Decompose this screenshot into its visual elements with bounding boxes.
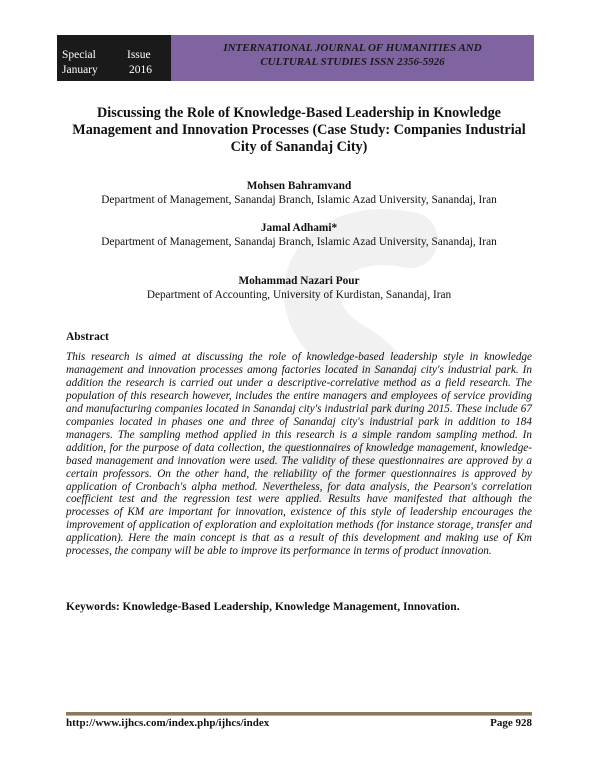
issue-label: Issue xyxy=(127,49,151,61)
journal-header xyxy=(57,35,534,81)
author-name: Mohammad Nazari Pour xyxy=(238,275,360,287)
author-block xyxy=(66,274,532,302)
author-affiliation: Department of Management, Sanandaj Branch, Islamic Azad University, Sanandaj, Iran xyxy=(101,194,497,206)
keywords: Keywords: Knowledge-Based Leadership, Knowledge Management, Innovation. xyxy=(66,601,460,613)
journal-title-line2: CULTURAL STUDIES ISSN 2356-5926 xyxy=(260,56,445,68)
author-name: Mohsen Bahramvand xyxy=(246,180,352,192)
title-line: Management and Innovation Processes (Case Study: Companies Industrial xyxy=(72,122,526,138)
abstract-body: This research is aimed at discussing the role of knowledge-based leadership style in knowledge management and innovation processes among factories located in Sanandaj city's industrial park. In addition the research is carried out under a descriptive-correlative method as a field research. The population of this research however, includes the entire managers and employees of service providing and manufacturing companies located in Sanandaj city's industrial park during 2015. These include 67 companies located in phases one and three of Sanandaj city's industrial park in addition to 184 managers. The sampling method applied in this research is a simple random sampling method. In addition, for the purpose of data collection, the questionnaires of knowledge management, knowledge-based management and innovation were used. The validity of these questionnaires are approved by a certain professors. On the other hand, the reliability of the former questionnaires is approved by application of Cronbach's alpha method. Nevertheless, for data analysis, the Pearson's correlation coefficient test and the regression test were applied. Results have manifested that although the processes of KM are important for innovation, existence of this style of leadership encourages the improvement of application of exploration and exploitation methods (for instance storage, transfer and application). Here the main concept is that as a result of this development and making use of Km processes, the company will be able to improve its performance in terms of product innovation. xyxy=(66,351,532,558)
author-block xyxy=(66,221,532,249)
author-affiliation: Department of Management, Sanandaj Branch, Islamic Azad University, Sanandaj, Iran xyxy=(101,236,497,248)
footer-divider xyxy=(66,712,532,716)
author-block xyxy=(66,179,532,207)
issue-box xyxy=(57,35,171,81)
journal-title-box xyxy=(171,35,534,81)
year-label: 2016 xyxy=(129,64,152,76)
title-line: City of Sanandaj City) xyxy=(230,139,368,155)
special-label: Special xyxy=(62,49,96,61)
page-footer xyxy=(66,717,532,729)
author-affiliation: Department of Accounting, University of Kurdistan, Sanandaj, Iran xyxy=(146,289,452,301)
title-line: Discussing the Role of Knowledge-Based Leadership in Knowledge xyxy=(97,105,501,121)
page-number: Page 928 xyxy=(490,717,532,729)
abstract-heading: Abstract xyxy=(66,331,109,343)
author-name: Jamal Adhami* xyxy=(260,222,338,234)
paper-title xyxy=(66,105,532,156)
month-label: January xyxy=(62,64,98,76)
journal-url-link[interactable]: http://www.ijhcs.com/index.php/ijhcs/index xyxy=(66,717,270,729)
journal-title-line1: INTERNATIONAL JOURNAL OF HUMANITIES AND xyxy=(223,42,482,54)
